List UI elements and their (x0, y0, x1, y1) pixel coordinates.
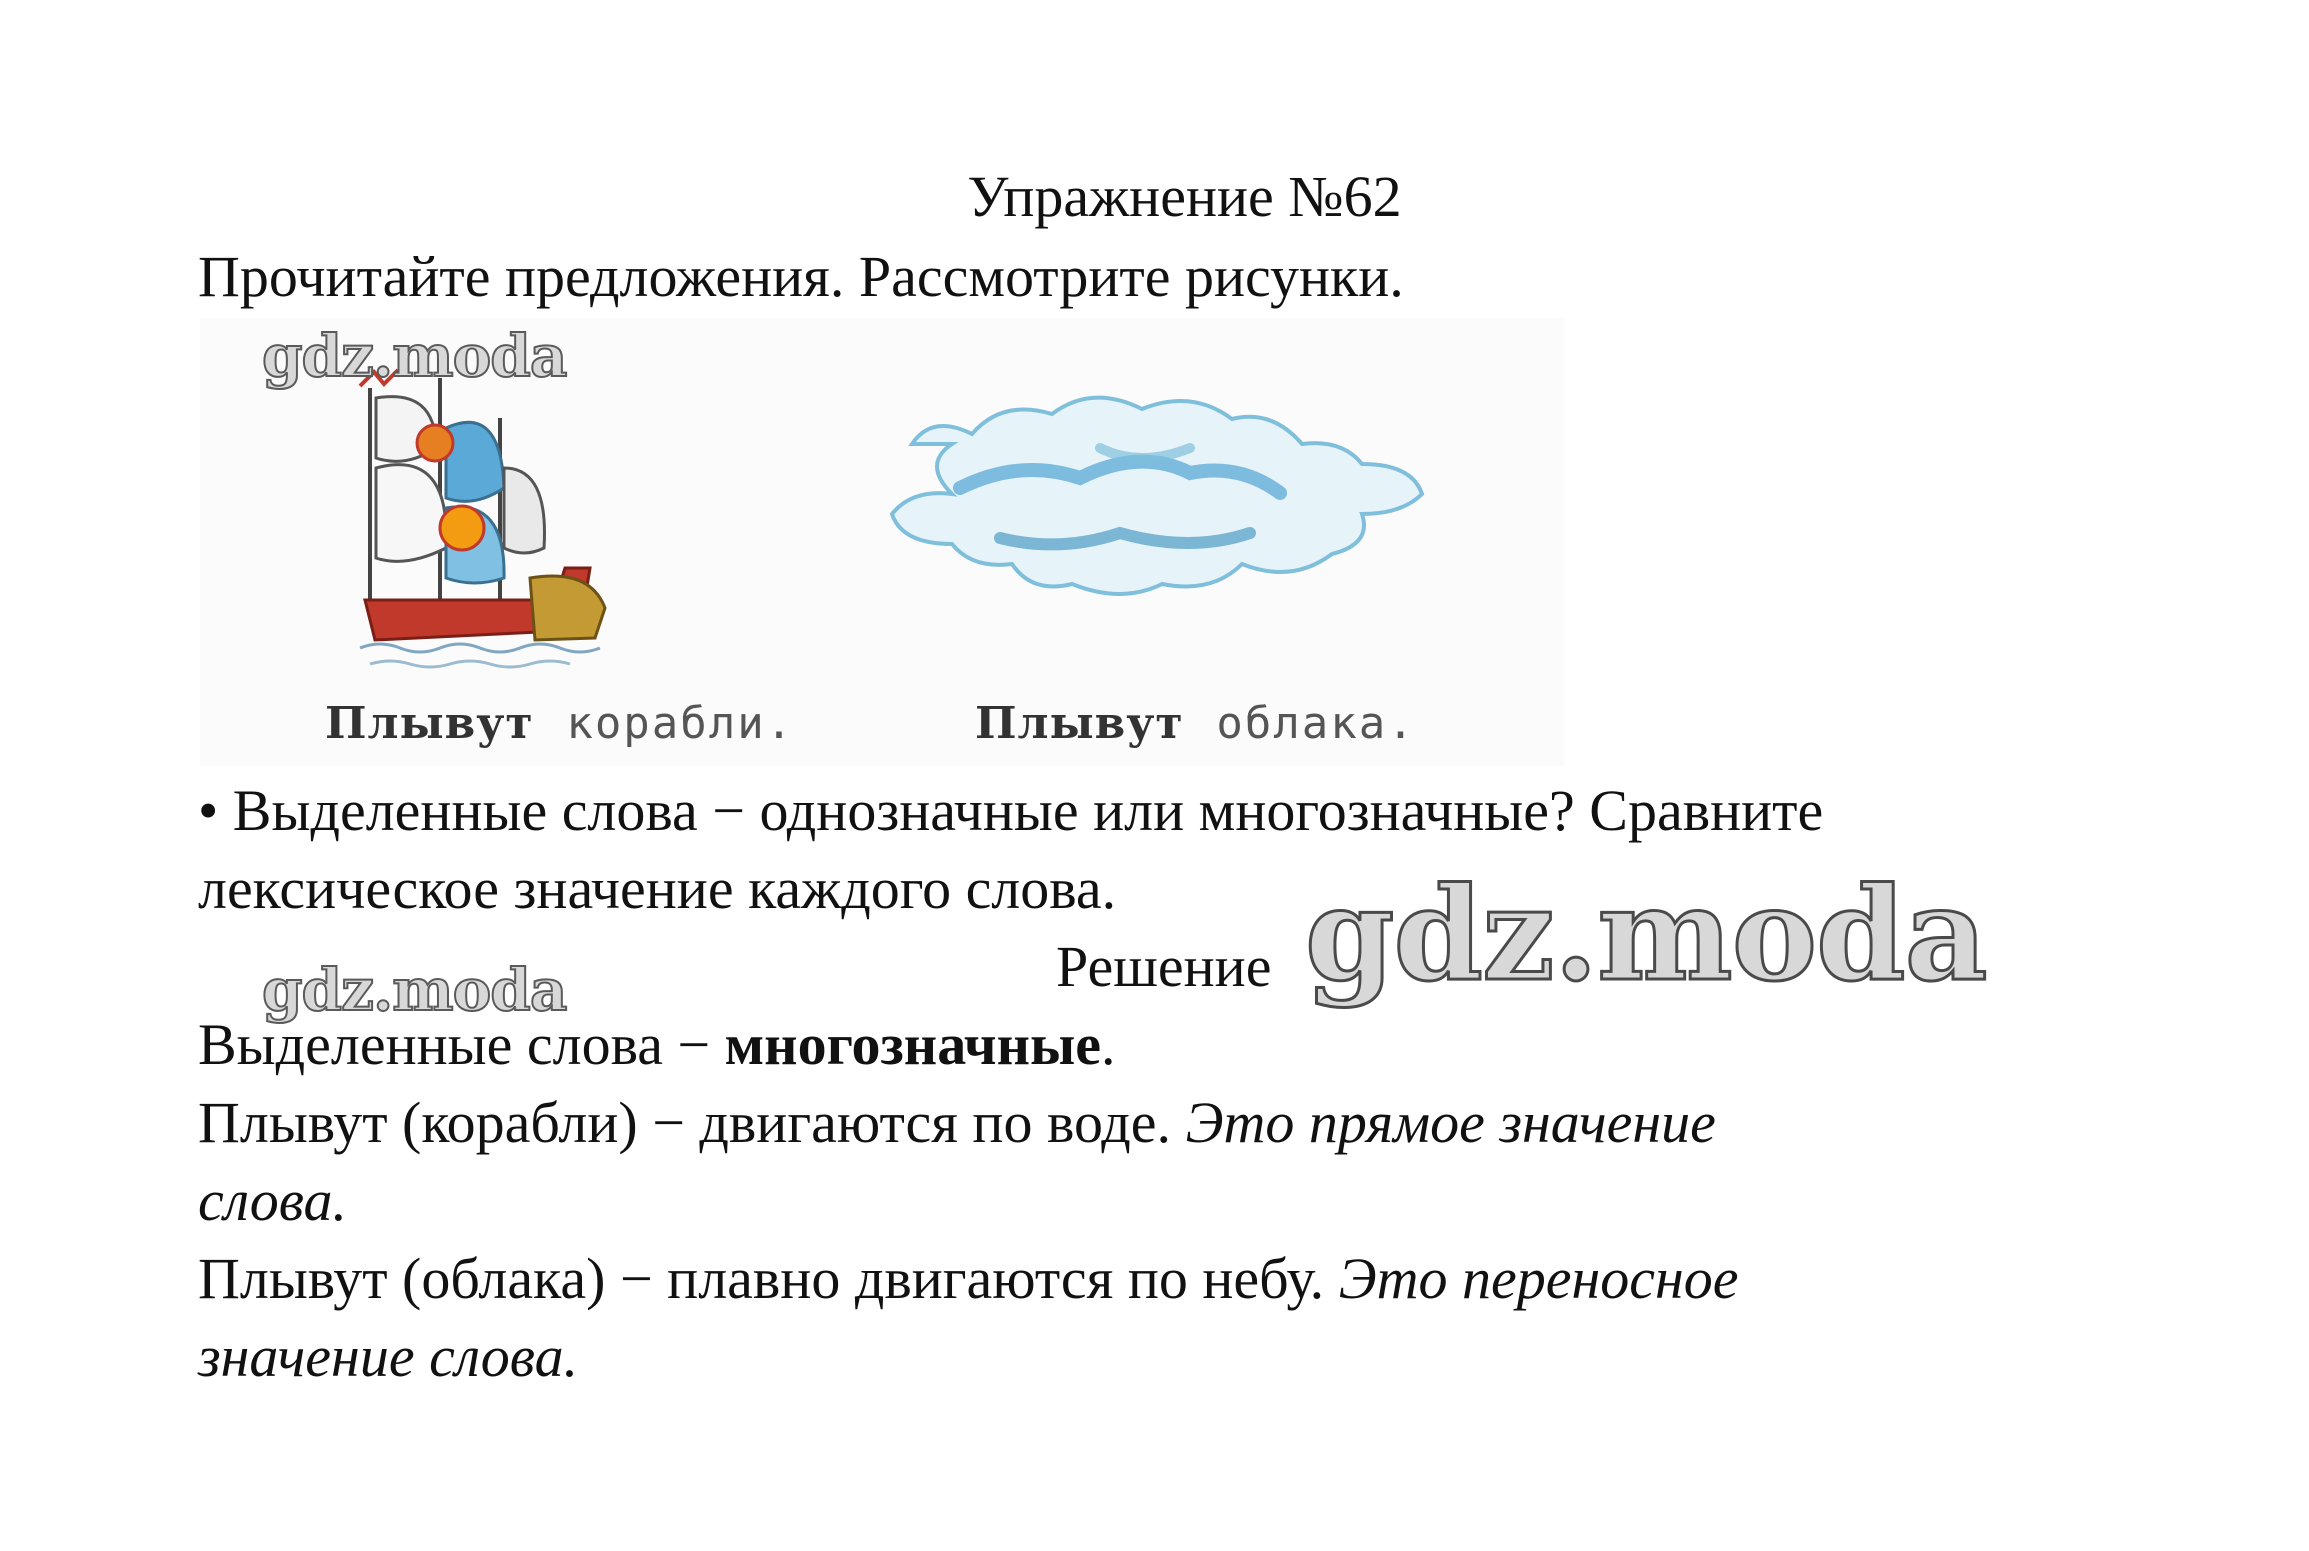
highlighted-word-clouds: облака. (1216, 698, 1416, 749)
answer-clouds-continuation: значение слова. (198, 1324, 579, 1389)
answer-ships-line: Плывут (корабли) − двигаются по воде. Это прямое значение (198, 1090, 1716, 1155)
question-line-2: лексическое значение каждого слова. (198, 856, 1117, 921)
sailing-ship-icon (360, 370, 605, 667)
watermark-top: gdz.moda (262, 322, 567, 390)
watermark-lower: gdz.moda (262, 956, 567, 1024)
exercise-title: Упражнение №62 (967, 164, 1402, 229)
answer-summary: Выделенные слова − многозначные. (198, 1012, 1116, 1077)
question-line-1: • Выделенные слова − однозначные или многозначные? Сравните (198, 778, 1824, 843)
answer-keyword: многозначные (724, 1012, 1102, 1077)
answer-ships-continuation: слова. (198, 1168, 348, 1233)
cloud-icon (892, 398, 1422, 594)
watermark-middle: gdz.moda (1305, 860, 1987, 1010)
solution-heading: Решение (1056, 934, 1272, 999)
caption-ships: Плывут корабли. (325, 698, 795, 749)
answer-clouds-line: Плывут (облака) − плавно двигаются по небу. Это переносное (198, 1246, 1739, 1311)
exercise-instruction: Прочитайте предложения. Рассмотрите рисунки. (198, 244, 1404, 309)
caption-clouds: Плывут облака. (975, 698, 1416, 749)
highlighted-word-ships: корабли. (566, 698, 795, 749)
